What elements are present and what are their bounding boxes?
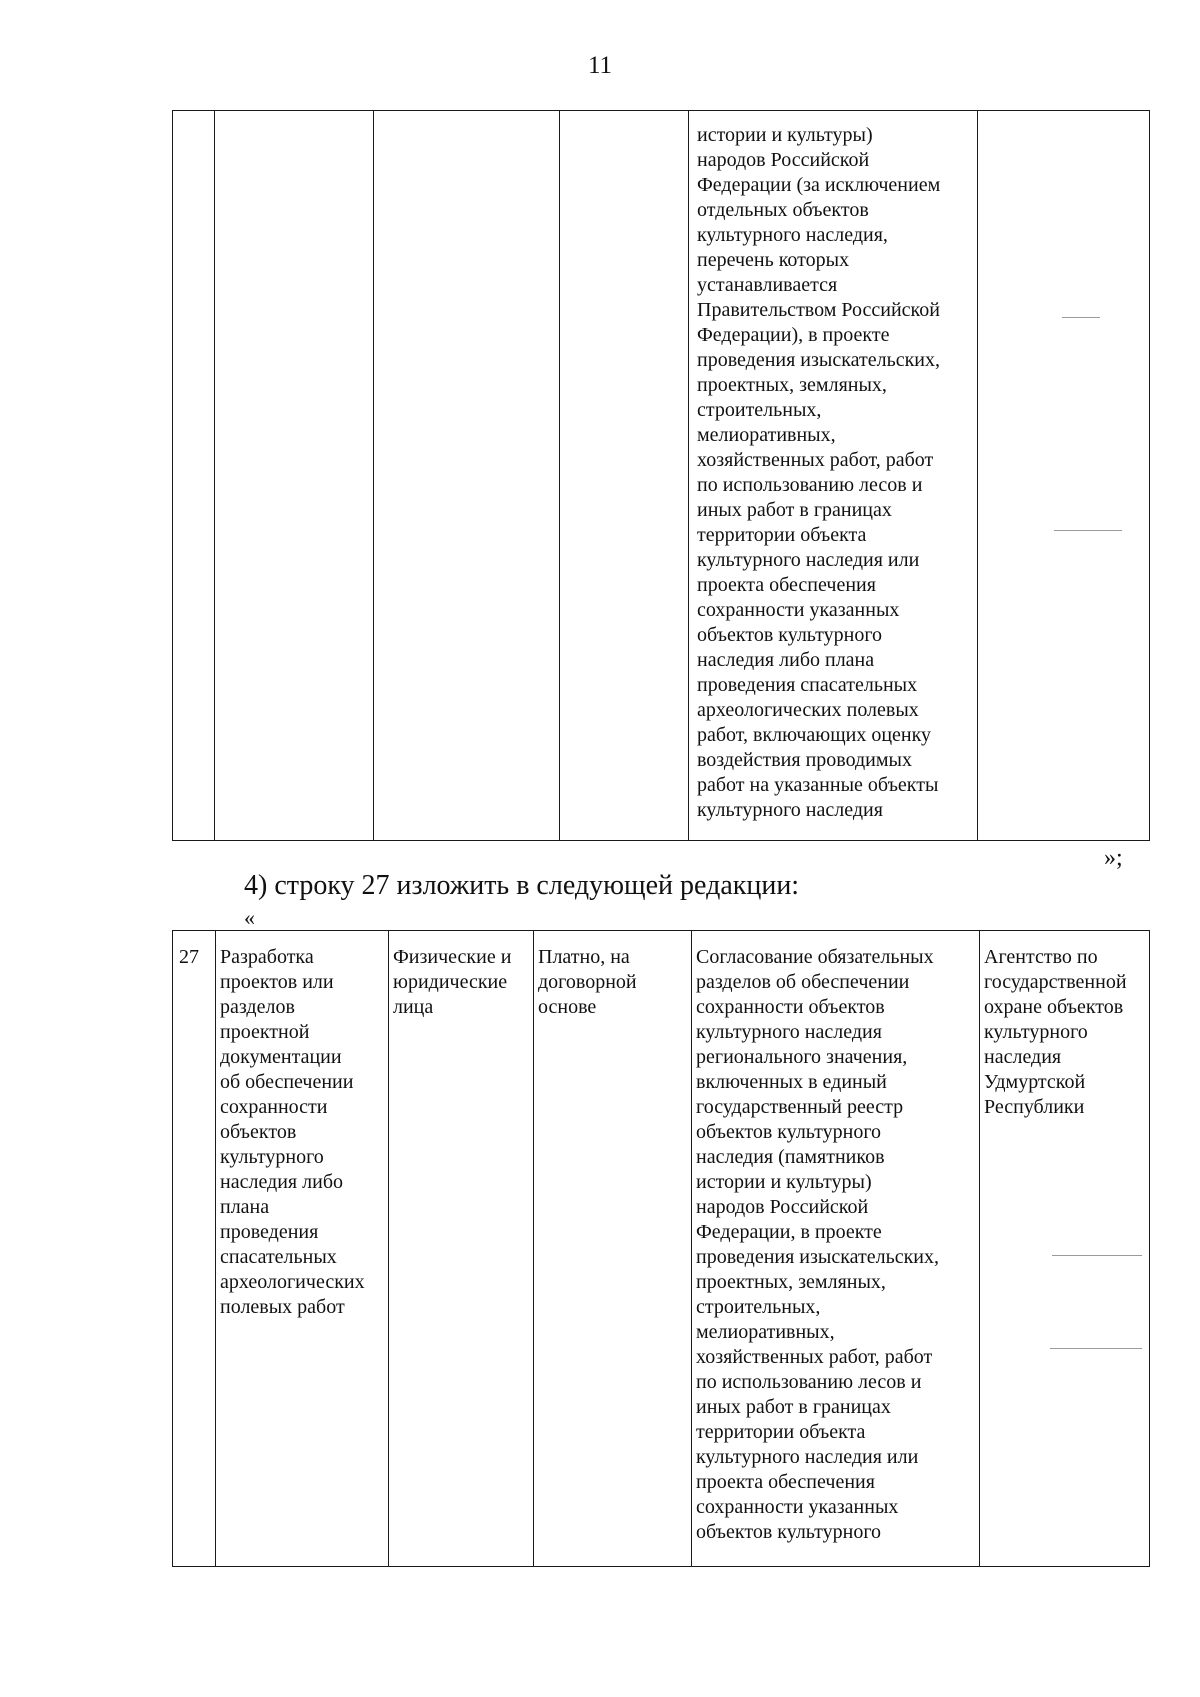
scan-artifact xyxy=(1050,1348,1142,1349)
text-line: об обеспечении xyxy=(220,1071,354,1093)
text-line: Агентство по xyxy=(984,946,1098,968)
text-line: истории и культуры) xyxy=(697,124,873,146)
text-line: мелиоративных, xyxy=(697,424,836,446)
cell-payment xyxy=(534,931,692,1567)
text-line: строительных, xyxy=(696,1296,821,1318)
text-line: культурного наследия или xyxy=(697,549,920,571)
cell-requirements xyxy=(692,931,980,1567)
text-line: Федерации, в проекте xyxy=(696,1221,882,1243)
text-line: спасательных xyxy=(220,1246,337,1268)
text-line: включенных в единый xyxy=(696,1071,887,1093)
text-line: Платно, на xyxy=(538,946,630,968)
cell-agency xyxy=(980,931,1150,1567)
payment-text xyxy=(538,931,687,1020)
text-line: Физические и xyxy=(393,946,512,968)
text-line: проведения изыскательских, xyxy=(696,1246,940,1268)
requirements-text xyxy=(693,111,973,823)
text-line: народов Российской xyxy=(697,149,870,171)
table-row xyxy=(173,931,1150,1567)
text-line: Федерации), в проекте xyxy=(697,324,890,346)
text-line: договорной xyxy=(538,971,637,993)
text-line: строительных, xyxy=(697,399,822,421)
text-line: полевых работ xyxy=(220,1296,345,1318)
text-line: государственной xyxy=(984,971,1127,993)
text-line: наследия xyxy=(984,1046,1062,1068)
text-line: культурного наследия или xyxy=(696,1446,919,1468)
text-line: проектных, земляных, xyxy=(696,1271,886,1293)
text-line: проектов или xyxy=(220,971,334,993)
text-line: объектов культурного xyxy=(696,1121,882,1143)
cell-payment xyxy=(560,111,689,841)
service-text xyxy=(220,931,384,1320)
text-line: сохранности указанных xyxy=(697,599,900,621)
text-line: отдельных объектов xyxy=(697,199,869,221)
amendment-instruction: 4) строку 27 изложить в следующей редакции: xyxy=(244,870,800,901)
text-line: объектов культурного xyxy=(697,624,883,646)
text-line: объектов xyxy=(220,1121,297,1143)
text-line: хозяйственных работ, работ xyxy=(696,1346,933,1368)
text-line: археологических xyxy=(220,1271,365,1293)
text-line: документации xyxy=(220,1046,342,1068)
cell-consumers xyxy=(389,931,534,1567)
closing-quote: »; xyxy=(1104,845,1123,871)
text-line: иных работ в границах xyxy=(697,499,892,521)
text-line: проектных, земляных, xyxy=(697,374,887,396)
cell-number xyxy=(173,111,215,841)
text-line: народов Российской xyxy=(696,1196,869,1218)
text-line: лица xyxy=(393,996,434,1018)
text-line: культурного наследия xyxy=(696,1021,882,1043)
page-number: 11 xyxy=(587,52,613,79)
row-27-table xyxy=(172,930,1150,1567)
text-line: по использованию лесов и xyxy=(697,474,923,496)
requirements-text xyxy=(696,931,975,1545)
text-line: охране объектов xyxy=(984,996,1124,1018)
text-line: Федерации (за исключением xyxy=(697,174,941,196)
text-line: регионального значения, xyxy=(696,1046,908,1068)
cell-consumers xyxy=(374,111,560,841)
text-line: культурного наследия, xyxy=(697,224,888,246)
text-line: работ на указанные объекты xyxy=(697,774,939,796)
text-line: основе xyxy=(538,996,597,1018)
text-line: наследия (памятников xyxy=(696,1146,885,1168)
text-line: юридические xyxy=(393,971,508,993)
text-line: сохранности указанных xyxy=(696,1496,899,1518)
cell-service xyxy=(216,931,389,1567)
text-line: Республики xyxy=(984,1096,1085,1118)
text-line: наследия либо xyxy=(220,1171,343,1193)
text-line: перечень которых xyxy=(697,249,850,271)
continuation-table xyxy=(172,110,1150,841)
text-line: наследия либо плана xyxy=(697,649,875,671)
text-line: хозяйственных работ, работ xyxy=(697,449,934,471)
text-line: территории объекта xyxy=(697,524,867,546)
text-line: проектной xyxy=(220,1021,310,1043)
text-line: сохранности объектов xyxy=(696,996,885,1018)
text-line: разделов об обеспечении xyxy=(696,971,910,993)
text-line: Согласование обязательных xyxy=(696,946,934,968)
text-line: по использованию лесов и xyxy=(696,1371,922,1393)
text-line: плана xyxy=(220,1196,270,1218)
text-line: воздействия проводимых xyxy=(697,749,912,771)
text-line: культурного xyxy=(220,1146,324,1168)
text-line: проекта обеспечения xyxy=(697,574,876,596)
text-line: культурного наследия xyxy=(697,799,883,821)
text-line: культурного xyxy=(984,1021,1088,1043)
text-line: Разработка xyxy=(220,946,314,968)
scan-artifact xyxy=(1052,1255,1142,1256)
text-line: объектов культурного xyxy=(696,1521,882,1543)
text-line: государственный реестр xyxy=(696,1096,904,1118)
agency-text xyxy=(984,931,1145,1120)
text-line: Удмуртской xyxy=(984,1071,1086,1093)
text-line: разделов xyxy=(220,996,295,1018)
text-line: сохранности xyxy=(220,1096,328,1118)
scan-artifact xyxy=(1054,530,1122,531)
table-row xyxy=(173,111,1150,841)
text-line: устанавливается xyxy=(697,274,838,296)
text-line: мелиоративных, xyxy=(696,1321,835,1343)
text-line: проведения изыскательских, xyxy=(697,349,941,371)
row-number: 27 xyxy=(173,931,216,1567)
opening-quote: « xyxy=(244,905,255,930)
text-line: иных работ в границах xyxy=(696,1396,891,1418)
scan-artifact xyxy=(1062,317,1100,318)
text-line: археологических полевых xyxy=(697,699,919,721)
text-line: проведения xyxy=(220,1221,319,1243)
text-line: истории и культуры) xyxy=(696,1171,872,1193)
consumers-text xyxy=(393,931,529,1020)
cell-agency xyxy=(978,111,1150,841)
cell-service xyxy=(215,111,374,841)
text-line: проекта обеспечения xyxy=(696,1471,875,1493)
text-line: работ, включающих оценку xyxy=(697,724,932,746)
cell-requirements xyxy=(689,111,978,841)
text-line: территории объекта xyxy=(696,1421,866,1443)
text-line: Правительством Российской xyxy=(697,299,940,321)
text-line: проведения спасательных xyxy=(697,674,918,696)
